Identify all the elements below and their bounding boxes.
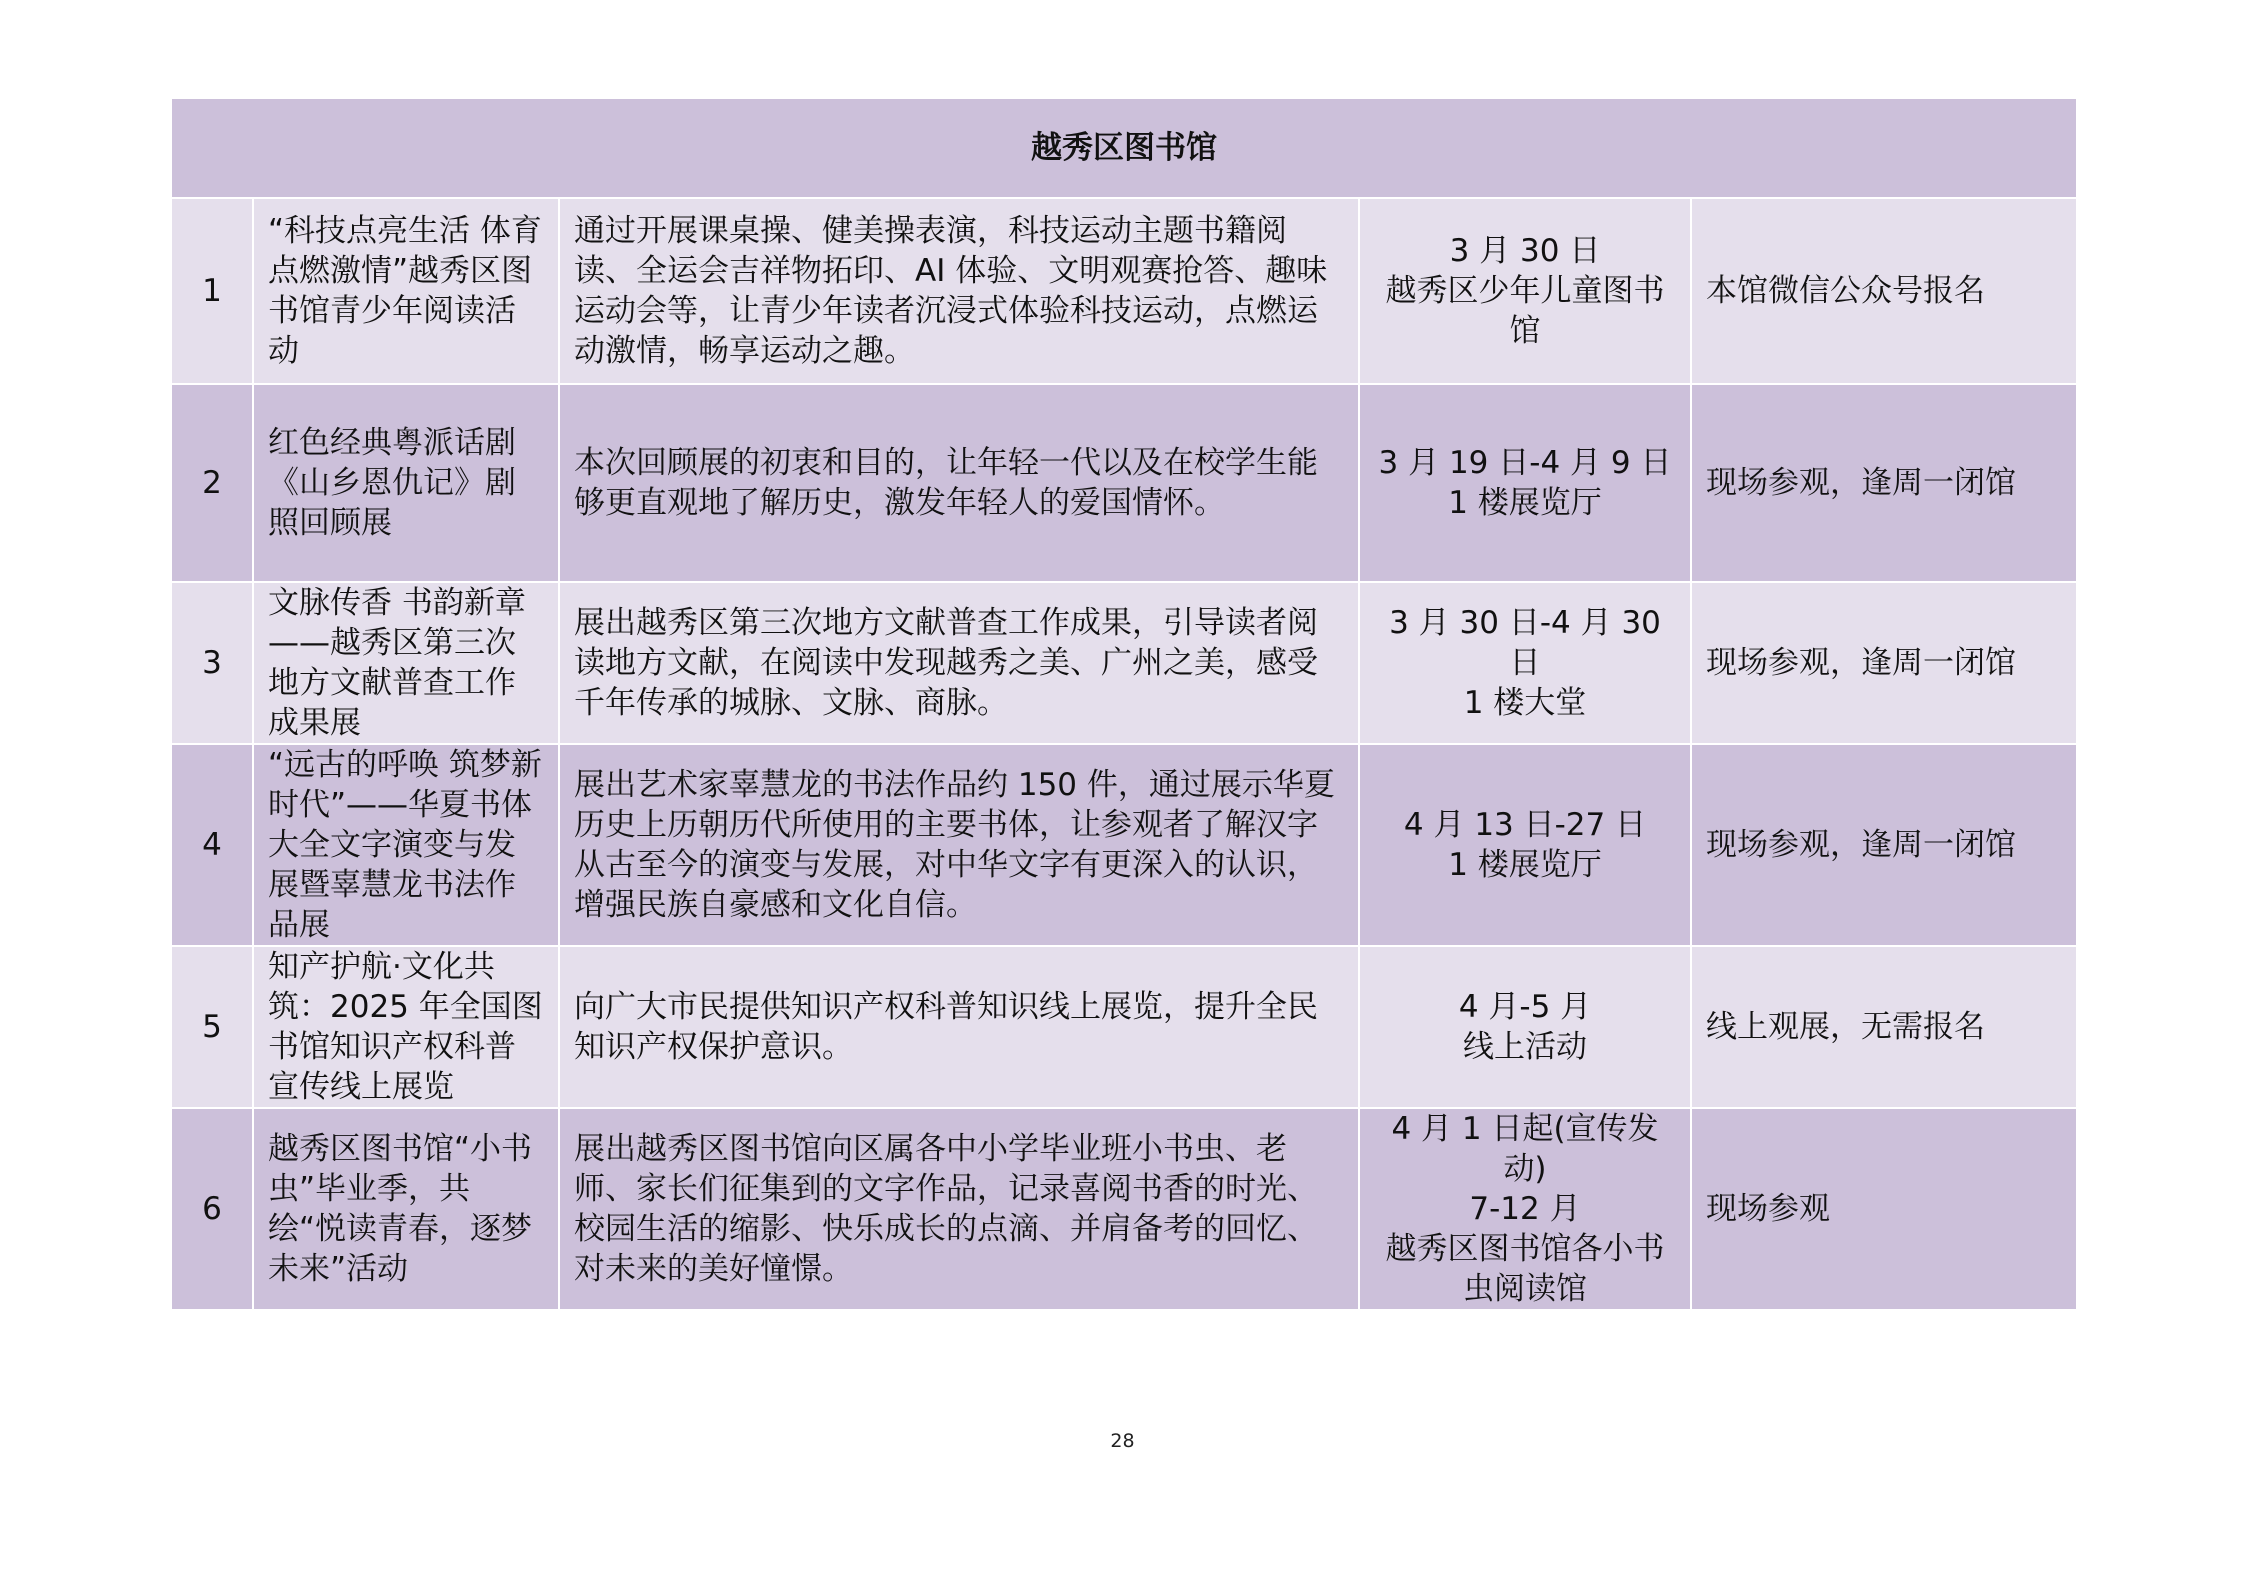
- event-name: 知产护航·文化共筑：2025 年全国图书馆知识产权科普宣传线上展览: [253, 946, 559, 1108]
- event-description: 展出艺术家辜慧龙的书法作品约 150 件，通过展示华夏历史上历朝历代所使用的主要书体，让参观者了解汉字从古至今的演变与发展，对中华文字有更深入的认识，增强民族自豪感和文化自信。: [559, 744, 1359, 946]
- participation-mode: 现场参观: [1691, 1108, 2077, 1310]
- row-number: 5: [171, 946, 253, 1108]
- row-number: 2: [171, 384, 253, 582]
- participation-mode: 现场参观，逢周一闭馆: [1691, 744, 2077, 946]
- event-description: 本次回顾展的初衷和目的，让年轻一代以及在校学生能够更直观地了解历史，激发年轻人的爱国情怀。: [559, 384, 1359, 582]
- participation-mode: 线上观展，无需报名: [1691, 946, 2077, 1108]
- row-number: 1: [171, 198, 253, 384]
- events-table-body: [171, 98, 2077, 1310]
- event-time-place: 3 月 19 日-4 月 9 日 1 楼展览厅: [1359, 384, 1691, 582]
- event-name: “远古的呼唤 筑梦新时代”——华夏书体大全文字演变与发展暨辜慧龙书法作品展: [253, 744, 559, 946]
- table-row: [171, 1108, 2077, 1310]
- event-description: 展出越秀区图书馆向区属各中小学毕业班小书虫、老师、家长们征集到的文字作品，记录喜阅书香的时光、校园生活的缩影、快乐成长的点滴、并肩备考的回忆、对未来的美好憧憬。: [559, 1108, 1359, 1310]
- event-name: 红色经典粤派话剧《山乡恩仇记》剧照回顾展: [253, 384, 559, 582]
- event-description: 通过开展课桌操、健美操表演，科技运动主题书籍阅读、全运会吉祥物拓印、AI 体验、文明观赛抢答、趣味运动会等，让青少年读者沉浸式体验科技运动，点燃运动激情，畅享运动之趣。: [559, 198, 1359, 384]
- event-name: 越秀区图书馆“小书虫”毕业季，共绘“悦读青春，逐梦未来”活动: [253, 1108, 559, 1310]
- page-number: 28: [1110, 1430, 1135, 1452]
- participation-mode: 现场参观，逢周一闭馆: [1691, 384, 2077, 582]
- participation-mode: 本馆微信公众号报名: [1691, 198, 2077, 384]
- event-description: 展出越秀区第三次地方文献普查工作成果，引导读者阅读地方文献，在阅读中发现越秀之美、广州之美，感受千年传承的城脉、文脉、商脉。: [559, 582, 1359, 744]
- table-row: [171, 946, 2077, 1108]
- event-time-place: 3 月 30 日 越秀区少年儿童图书馆: [1359, 198, 1691, 384]
- event-time-place: 3 月 30 日-4 月 30 日 1 楼大堂: [1359, 582, 1691, 744]
- event-name: “科技点亮生活 体育点燃激情”越秀区图书馆青少年阅读活动: [253, 198, 559, 384]
- table-row: [171, 198, 2077, 384]
- table-row: [171, 384, 2077, 582]
- participation-mode: 现场参观，逢周一闭馆: [1691, 582, 2077, 744]
- event-time-place: 4 月 13 日-27 日 1 楼展览厅: [1359, 744, 1691, 946]
- table-row: [171, 582, 2077, 744]
- row-number: 6: [171, 1108, 253, 1310]
- row-number: 3: [171, 582, 253, 744]
- table-title-row: [171, 98, 2077, 198]
- event-time-place: 4 月 1 日起(宣传发动) 7-12 月 越秀区图书馆各小书虫阅读馆: [1359, 1108, 1691, 1310]
- table-row: [171, 744, 2077, 946]
- event-name: 文脉传香 书韵新章——越秀区第三次地方文献普查工作成果展: [253, 582, 559, 744]
- events-table: [170, 97, 2078, 1311]
- library-title: 越秀区图书馆: [171, 98, 2077, 198]
- event-description: 向广大市民提供知识产权科普知识线上展览，提升全民知识产权保护意识。: [559, 946, 1359, 1108]
- event-time-place: 4 月-5 月 线上活动: [1359, 946, 1691, 1108]
- row-number: 4: [171, 744, 253, 946]
